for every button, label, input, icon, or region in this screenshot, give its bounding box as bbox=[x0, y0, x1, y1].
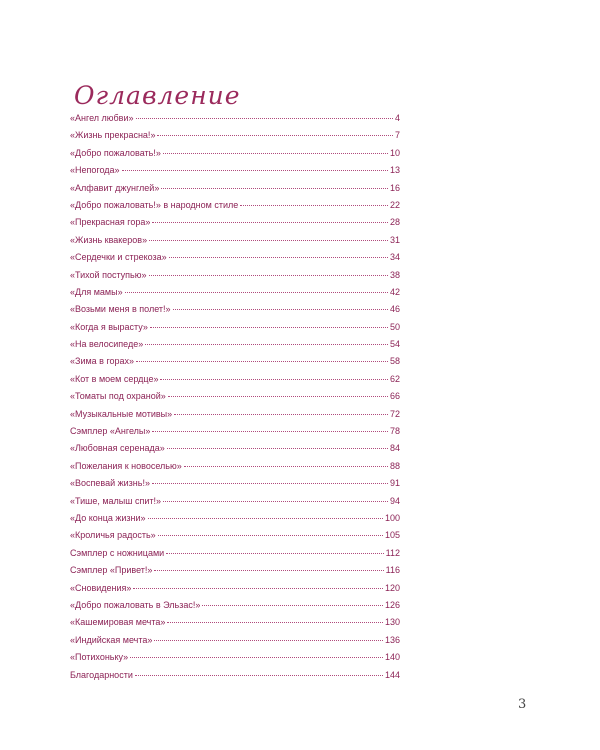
page-number: 3 bbox=[518, 697, 527, 712]
toc-entry bbox=[70, 130, 400, 147]
toc-entry-page-number: 34 bbox=[389, 252, 400, 263]
dot-leader bbox=[136, 361, 388, 362]
dot-leader bbox=[158, 535, 383, 536]
toc-entry-page-number: 140 bbox=[384, 652, 400, 663]
toc-entry-page-number: 16 bbox=[389, 182, 400, 193]
dot-leader bbox=[157, 135, 393, 136]
dot-leader bbox=[152, 431, 388, 432]
dot-leader bbox=[184, 466, 388, 467]
toc-entry-title: Сэмплер с ножницами bbox=[70, 547, 165, 558]
toc-entry-page-number: 116 bbox=[385, 565, 400, 576]
toc-entry bbox=[70, 183, 400, 200]
toc-entry-title: «Потихоньку» bbox=[70, 652, 129, 663]
toc-entry-title: «До конца жизни» bbox=[70, 512, 146, 523]
toc-entry bbox=[70, 287, 400, 304]
dot-leader bbox=[130, 657, 383, 658]
toc-entry bbox=[70, 356, 400, 373]
toc-entry bbox=[70, 426, 400, 443]
toc-entry-page-number: 130 bbox=[384, 617, 400, 628]
dot-leader bbox=[160, 379, 388, 380]
dot-leader bbox=[169, 257, 388, 258]
dot-leader bbox=[167, 622, 383, 623]
toc-entry-title: «Воспевай жизнь!» bbox=[70, 478, 150, 489]
toc-entry-title: Сэмплер «Привет!» bbox=[70, 565, 153, 576]
toc-entry-title: «Кроличья радость» bbox=[70, 530, 156, 541]
toc-entry bbox=[70, 148, 400, 165]
toc-entry bbox=[70, 670, 400, 687]
dot-leader bbox=[154, 570, 383, 571]
toc-entry bbox=[70, 443, 400, 460]
toc-entry-title: «Ангел любви» bbox=[70, 113, 134, 123]
dot-leader bbox=[168, 396, 388, 397]
toc-entry-page-number: 100 bbox=[384, 512, 400, 523]
toc-entry bbox=[70, 617, 400, 634]
toc-entry-page-number: 38 bbox=[389, 269, 400, 280]
toc-entry bbox=[70, 339, 400, 356]
dot-leader bbox=[122, 170, 388, 171]
toc-entry-page-number: 13 bbox=[389, 165, 400, 176]
toc-entry-title: «Прекрасная гора» bbox=[70, 217, 151, 228]
dot-leader bbox=[154, 640, 383, 641]
toc-entry bbox=[70, 496, 400, 513]
toc-entry-title: «Музыкальные мотивы» bbox=[70, 408, 173, 419]
dot-leader bbox=[152, 222, 388, 223]
toc-entry bbox=[70, 635, 400, 652]
dot-leader bbox=[163, 153, 388, 154]
toc-entry-title: «Жизнь квакеров» bbox=[70, 234, 148, 245]
toc-entry bbox=[70, 113, 400, 130]
toc-entry-title: «Кашемировая мечта» bbox=[70, 617, 166, 628]
toc-entry-page-number: 46 bbox=[389, 304, 400, 315]
toc-entry-page-number: 4 bbox=[394, 113, 400, 123]
toc-entry-title: «Для мамы» bbox=[70, 286, 123, 297]
toc-entry bbox=[70, 165, 400, 182]
toc-entry-page-number: 88 bbox=[389, 460, 400, 471]
dot-leader bbox=[240, 205, 388, 206]
toc-entry-title: «Зима в горах» bbox=[70, 356, 135, 367]
toc-entry-page-number: 126 bbox=[384, 599, 400, 610]
dot-leader bbox=[149, 240, 388, 241]
toc-entry bbox=[70, 304, 400, 321]
toc-entry-title: «Добро пожаловать в Эльзас!» bbox=[70, 599, 201, 610]
toc-entry-title: «Сновидения» bbox=[70, 582, 132, 593]
toc-entry-title: Сэмплер «Ангелы» bbox=[70, 426, 151, 437]
toc-entry bbox=[70, 235, 400, 252]
toc-entry-title: «Пожелания к новоселью» bbox=[70, 460, 182, 471]
dot-leader bbox=[135, 675, 383, 676]
dot-leader bbox=[173, 309, 388, 310]
toc-entry-page-number: 66 bbox=[389, 391, 400, 402]
toc-entry bbox=[70, 391, 400, 408]
toc-entry bbox=[70, 530, 400, 547]
toc-entry bbox=[70, 513, 400, 530]
toc-entry bbox=[70, 600, 400, 617]
toc-entry-page-number: 120 bbox=[384, 582, 400, 593]
toc-entry bbox=[70, 652, 400, 669]
toc-entry-title: «Непогода» bbox=[70, 165, 120, 176]
dot-leader bbox=[136, 118, 393, 119]
toc-entry-title: «Тише, малыш спит!» bbox=[70, 495, 162, 506]
toc-entry-title: «Возьми меня в полет!» bbox=[70, 304, 171, 315]
dot-leader bbox=[174, 414, 388, 415]
toc-entry-title: «Любовная серенада» bbox=[70, 443, 165, 454]
toc-entry-page-number: 144 bbox=[384, 669, 400, 680]
toc-entry-page-number: 91 bbox=[389, 478, 400, 489]
dot-leader bbox=[166, 553, 383, 554]
dot-leader bbox=[202, 605, 383, 606]
toc-entry-page-number: 28 bbox=[389, 217, 400, 228]
dot-leader bbox=[161, 188, 388, 189]
toc-entry bbox=[70, 409, 400, 426]
toc-entry-page-number: 42 bbox=[389, 286, 400, 297]
toc-list bbox=[70, 113, 400, 687]
toc-entry bbox=[70, 200, 400, 217]
toc-entry bbox=[70, 565, 400, 582]
toc-entry-title: «Индийская мечта» bbox=[70, 634, 153, 645]
toc-entry-title: «Когда я вырасту» bbox=[70, 321, 148, 332]
toc-entry-title: «Добро пожаловать!» в народном стиле bbox=[70, 199, 239, 210]
dot-leader bbox=[167, 448, 388, 449]
dot-leader bbox=[145, 344, 388, 345]
toc-entry bbox=[70, 217, 400, 234]
toc-title: Оглавление bbox=[74, 81, 241, 110]
dot-leader bbox=[148, 518, 383, 519]
toc-entry-page-number: 7 bbox=[394, 130, 400, 141]
toc-entry-page-number: 112 bbox=[385, 547, 400, 558]
toc-entry-page-number: 10 bbox=[389, 147, 400, 158]
dot-leader bbox=[163, 501, 388, 502]
toc-entry-page-number: 78 bbox=[389, 426, 400, 437]
toc-entry bbox=[70, 322, 400, 339]
dot-leader bbox=[150, 327, 388, 328]
dot-leader bbox=[125, 292, 388, 293]
toc-entry bbox=[70, 548, 400, 565]
dot-leader bbox=[149, 275, 388, 276]
toc-entry-page-number: 31 bbox=[389, 234, 400, 245]
toc-entry-title: «Алфавит джунглей» bbox=[70, 182, 160, 193]
toc-entry-title: «Добро пожаловать!» bbox=[70, 147, 161, 158]
toc-entry-title: «Томаты под охраной» bbox=[70, 391, 166, 402]
toc-entry bbox=[70, 478, 400, 495]
toc-entry-page-number: 136 bbox=[384, 634, 400, 645]
toc-entry bbox=[70, 270, 400, 287]
toc-entry bbox=[70, 583, 400, 600]
toc-entry-page-number: 22 bbox=[389, 199, 400, 210]
dot-leader bbox=[152, 483, 388, 484]
toc-entry bbox=[70, 374, 400, 391]
toc-entry-page-number: 58 bbox=[389, 356, 400, 367]
toc-entry-page-number: 84 bbox=[389, 443, 400, 454]
toc-entry bbox=[70, 252, 400, 269]
toc-entry-page-number: 94 bbox=[389, 495, 400, 506]
toc-entry-page-number: 72 bbox=[389, 408, 400, 419]
toc-entry-title: «Тихой поступью» bbox=[70, 269, 147, 280]
dot-leader bbox=[133, 588, 383, 589]
toc-entry-page-number: 62 bbox=[389, 373, 400, 384]
toc-entry-title: «Жизнь прекрасна!» bbox=[70, 130, 156, 141]
toc-entry-title: Благодарности bbox=[70, 669, 133, 680]
toc-entry-title: «На велосипеде» bbox=[70, 339, 144, 350]
toc-entry-title: «Сердечки и стрекоза» bbox=[70, 252, 167, 263]
toc-entry-page-number: 54 bbox=[389, 339, 400, 350]
toc-entry-page-number: 105 bbox=[384, 530, 400, 541]
toc-entry-page-number: 50 bbox=[389, 321, 400, 332]
toc-entry-title: «Кот в моем сердце» bbox=[70, 373, 159, 384]
toc-entry bbox=[70, 461, 400, 478]
